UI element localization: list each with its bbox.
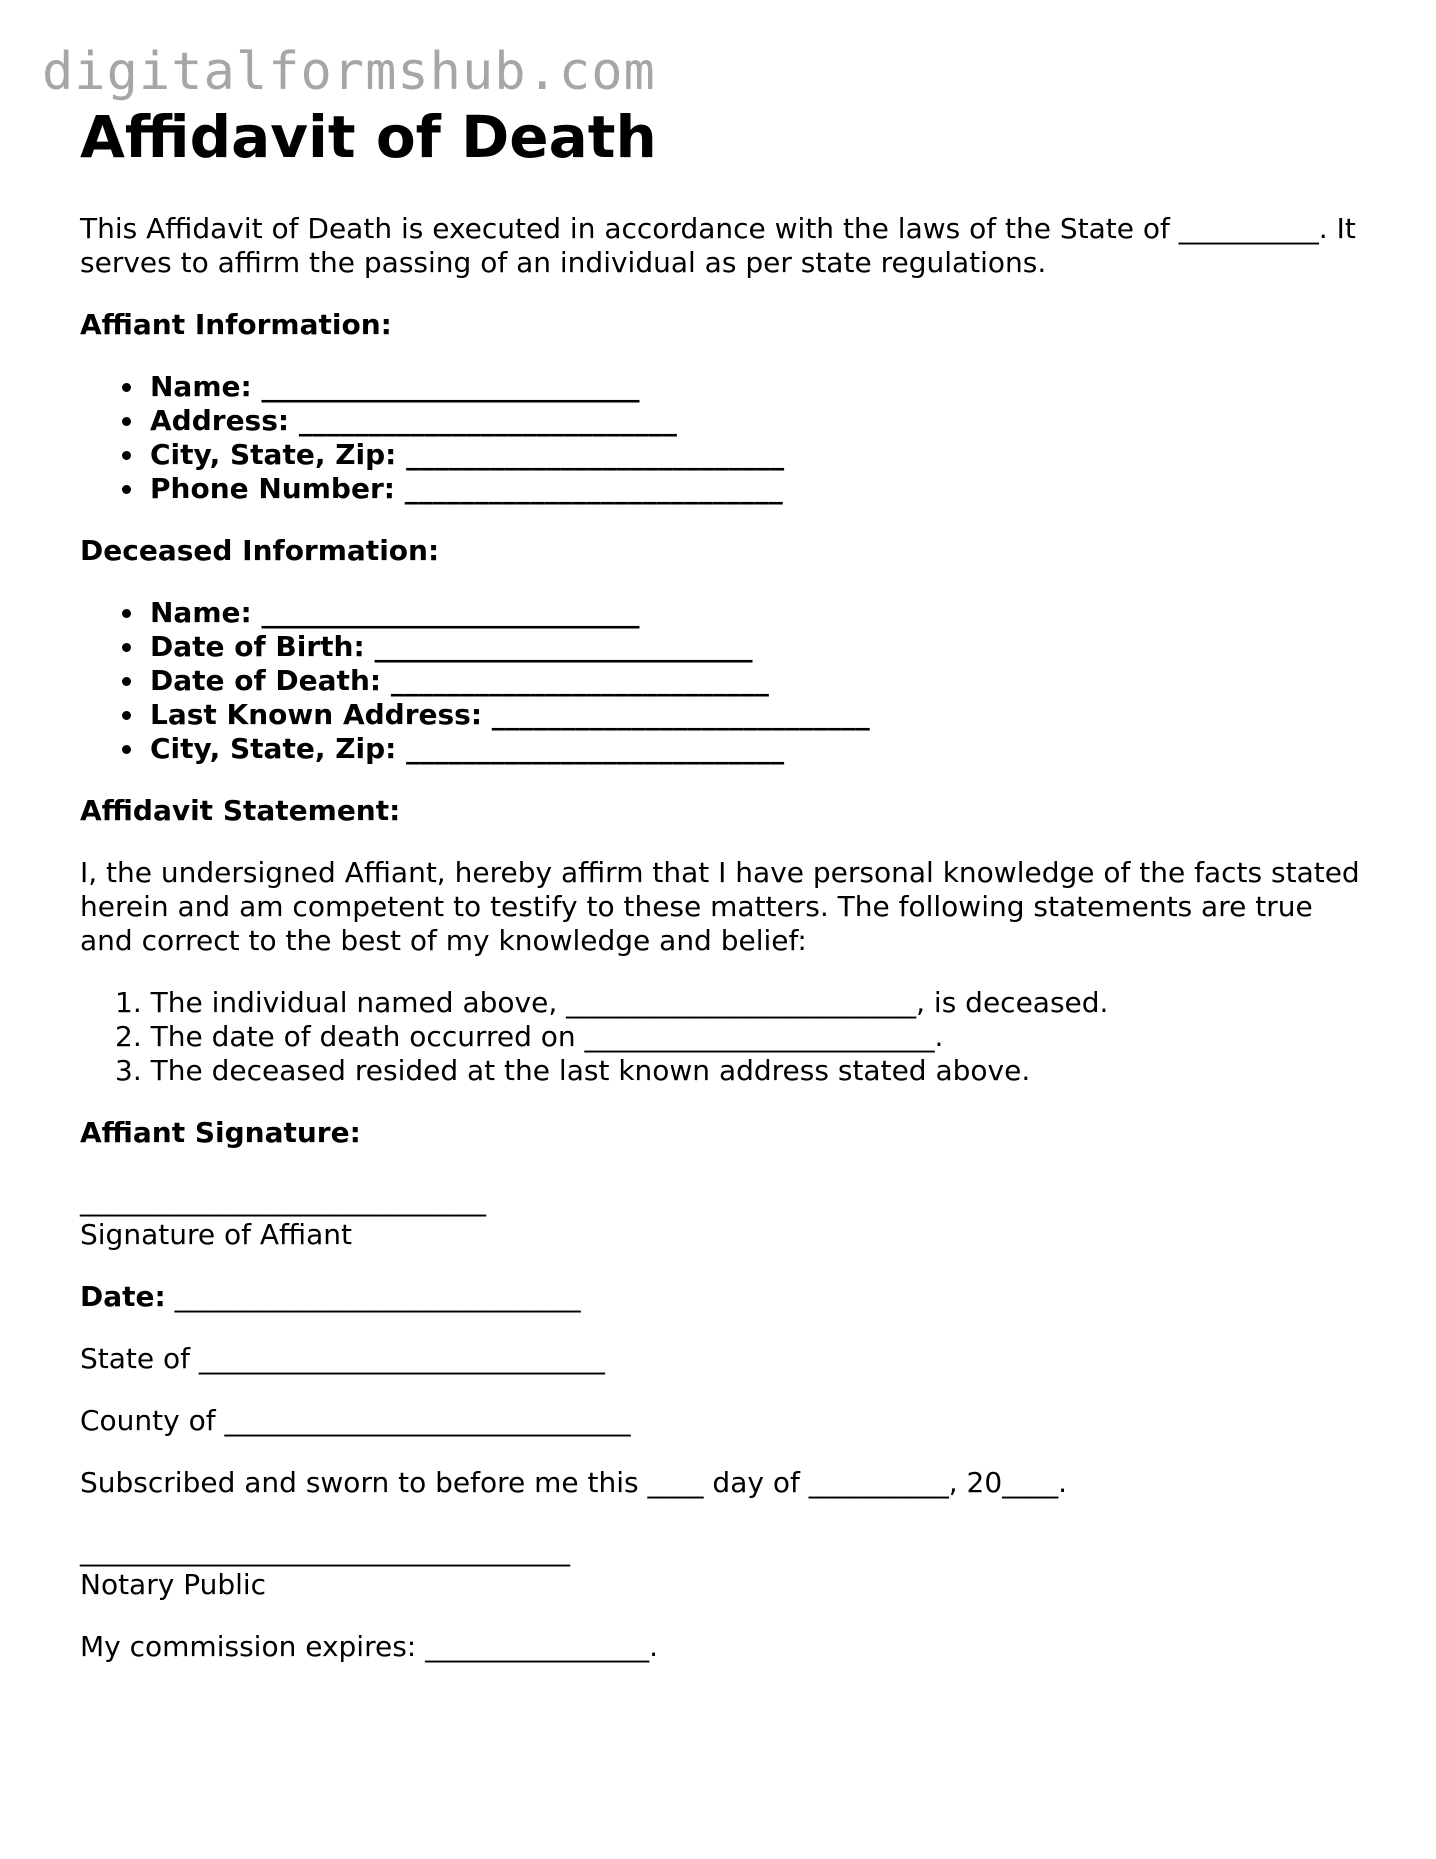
statement-item-3: 3. The deceased resided at the last known address stated above. [115,1054,1031,1087]
county-field: County of _____________________________ [80,1404,631,1437]
signature-heading: Affiant Signature: [80,1116,361,1149]
sworn-statement: Subscribed and sworn to before me this ____ day of __________, 20____. [80,1466,1068,1499]
state-field: State of _____________________________ [80,1342,605,1375]
date-label: Date: [80,1280,166,1313]
document-body [80,104,1370,1692]
affiant-phone-field: Phone Number: ___________________________ [150,472,1370,506]
deceased-city-state-zip-field: City, State, Zip: ___________________________ [150,732,1370,766]
statement-item-1: 1. The individual named above, _________________________, is deceased. [115,986,1109,1019]
deceased-dob-field: Date of Birth: ___________________________ [150,630,1370,664]
statement-list [80,986,1370,1088]
deceased-name-field: Name: ___________________________ [150,596,1370,630]
page-title: Affidavit of Death [80,103,657,171]
affiant-signature-caption: Signature of Affiant [80,1218,352,1251]
date-line: _____________________________ [174,1280,581,1313]
affiant-signature-line: _____________________________ [80,1184,486,1217]
intro-paragraph: This Affidavit of Death is executed in accordance with the laws of the State of __________. It serves to affirm the passing of an individual as per state regulations. [80,212,1356,279]
notary-caption: Notary Public [80,1568,267,1601]
deceased-address-field: Last Known Address: ___________________________ [150,698,1370,732]
statement-item-2: 2. The date of death occurred on _________________________. [115,1020,944,1053]
affiant-address-field: Address: ___________________________ [150,404,1370,438]
affiant-info-heading: Affiant Information: [80,308,392,341]
affiant-signature-block [80,1184,1370,1252]
commission-expires: My commission expires: ________________. [80,1630,659,1663]
affiant-name-field: Name: ___________________________ [150,370,1370,404]
statement-body: I, the undersigned Affiant, hereby affirm that I have personal knowledge of the facts stated herein and am competent to testify to these matters. The following statements are true and correct to the best of my knowledge and belief: [80,856,1360,957]
deceased-info-heading: Deceased Information: [80,534,440,567]
affiant-city-state-zip-field: City, State, Zip: ___________________________ [150,438,1370,472]
deceased-dod-field: Date of Death: ___________________________ [150,664,1370,698]
affiant-info-list [80,370,1370,506]
statement-heading: Affidavit Statement: [80,794,401,827]
date-field [80,1280,1370,1314]
deceased-info-list [80,596,1370,766]
notary-signature-line: ___________________________________ [80,1534,570,1567]
watermark: digitalformshub.com [42,42,656,102]
notary-block [80,1534,1370,1602]
